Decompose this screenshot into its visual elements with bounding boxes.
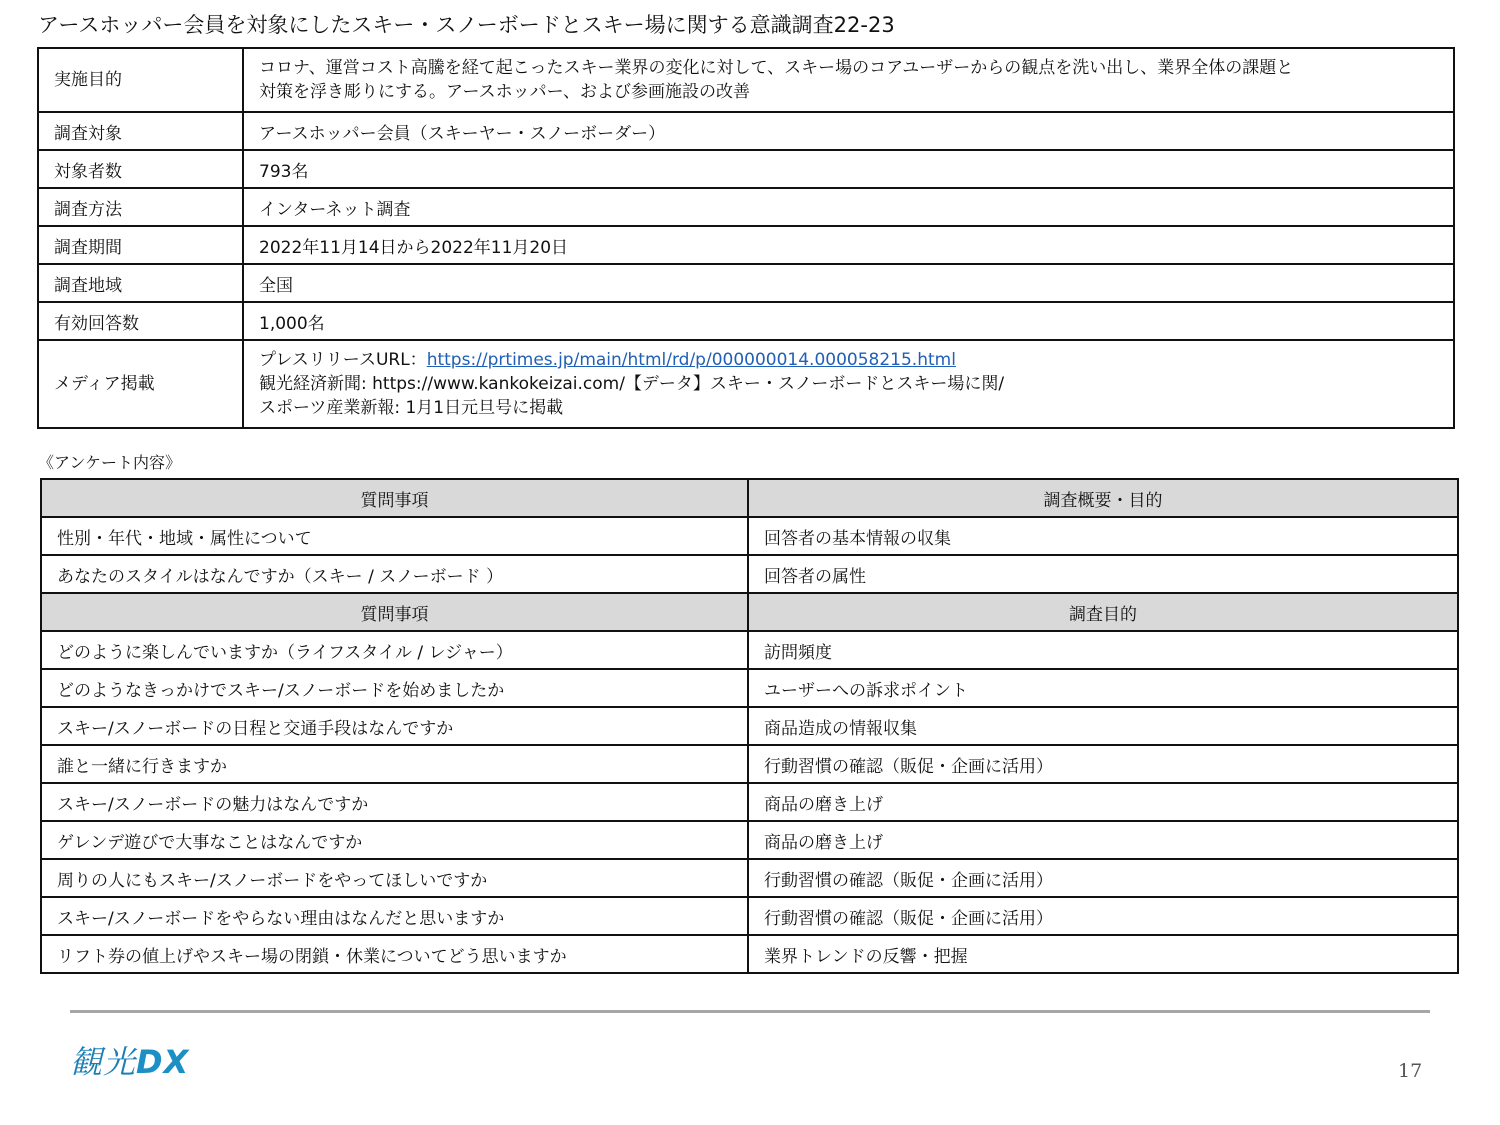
purpose-cell: 回答者の基本情報の収集 xyxy=(748,517,1458,555)
question-cell: 誰と一緒に行きますか xyxy=(41,745,748,783)
overview-value xyxy=(243,48,1454,112)
overview-value: 1,000名 xyxy=(243,302,1454,340)
overview-table xyxy=(37,47,1455,429)
overview-label: 対象者数 xyxy=(38,150,243,188)
purpose-line: コロナ、運営コスト高騰を経て起こったスキー業界の変化に対して、スキー場のコアユーザーからの観点を洗い出し、業界全体の課題と xyxy=(259,58,1294,78)
question-cell: リフト券の値上げやスキー場の閉鎖・休業についてどう思いますか xyxy=(41,935,748,973)
overview-label: メディア掲載 xyxy=(38,340,243,428)
overview-row-responses xyxy=(38,302,1454,340)
press-release-link[interactable]: https://prtimes.jp/main/html/rd/p/000000014.000058215.html xyxy=(426,350,956,370)
question-cell: ゲレンデ遊びで大事なことはなんですか xyxy=(41,821,748,859)
purpose-cell: 訪問頻度 xyxy=(748,631,1458,669)
overview-value: 793名 xyxy=(243,150,1454,188)
survey-row xyxy=(41,707,1458,745)
overview-row-media xyxy=(38,340,1454,428)
press-release-label: プレスリリースURL： xyxy=(259,350,427,370)
overview-value: アースホッパー会員（スキーヤー・スノーボーダー） xyxy=(243,112,1454,150)
survey-row xyxy=(41,517,1458,555)
page-number: 17 xyxy=(1398,1060,1423,1082)
overview-row-method xyxy=(38,188,1454,226)
logo-text xyxy=(70,1040,189,1084)
purpose-cell: 調査目的 xyxy=(748,593,1458,631)
survey-row xyxy=(41,669,1458,707)
overview-row-target xyxy=(38,112,1454,150)
overview-value: 全国 xyxy=(243,264,1454,302)
logo-kanji: 観光 xyxy=(70,1043,137,1081)
press-release-line xyxy=(259,348,1438,372)
purpose-cell: 商品の磨き上げ xyxy=(748,783,1458,821)
purpose-cell: 業界トレンドの反響・把握 xyxy=(748,935,1458,973)
overview-label: 実施目的 xyxy=(38,48,243,112)
question-cell: スキー/スノーボードの日程と交通手段はなんですか xyxy=(41,707,748,745)
survey-row xyxy=(41,821,1458,859)
question-cell: 質問事項 xyxy=(41,479,748,517)
purpose-cell: 行動習慣の確認（販促・企画に活用） xyxy=(748,745,1458,783)
overview-label: 調査対象 xyxy=(38,112,243,150)
kanko-dx-logo xyxy=(70,1040,200,1084)
page-title: アースホッパー会員を対象にしたスキー・スノーボードとスキー場に関する意識調査22-23 xyxy=(38,13,895,37)
overview-value xyxy=(243,340,1454,428)
purpose-cell: 商品の磨き上げ xyxy=(748,821,1458,859)
overview-label: 調査地域 xyxy=(38,264,243,302)
question-cell: 周りの人にもスキー/スノーボードをやってほしいですか xyxy=(41,859,748,897)
survey-row xyxy=(41,897,1458,935)
survey-row xyxy=(41,935,1458,973)
overview-value: インターネット調査 xyxy=(243,188,1454,226)
survey-row xyxy=(41,745,1458,783)
footer-divider xyxy=(70,1010,1430,1013)
question-cell: どのようなきっかけでスキー/スノーボードを始めましたか xyxy=(41,669,748,707)
purpose-cell: ユーザーへの訴求ポイント xyxy=(748,669,1458,707)
overview-label: 有効回答数 xyxy=(38,302,243,340)
purpose-cell: 商品造成の情報収集 xyxy=(748,707,1458,745)
question-cell: スキー/スノーボードの魅力はなんですか xyxy=(41,783,748,821)
overview-label: 調査方法 xyxy=(38,188,243,226)
overview-row-area xyxy=(38,264,1454,302)
survey-row xyxy=(41,783,1458,821)
media-line: スポーツ産業新報: 1月1日元旦号に掲載 xyxy=(259,398,564,418)
overview-label: 調査期間 xyxy=(38,226,243,264)
purpose-cell: 行動習慣の確認（販促・企画に活用） xyxy=(748,897,1458,935)
overview-row-count xyxy=(38,150,1454,188)
media-line: 観光経済新聞: https://www.kankokeizai.com/【データ】スキー・スノーボードとスキー場に関/ xyxy=(259,374,1005,394)
purpose-cell: 回答者の属性 xyxy=(748,555,1458,593)
survey-row xyxy=(41,859,1458,897)
purpose-line: 対策を浮き彫りにする。アースホッパー、および参画施設の改善 xyxy=(259,82,750,102)
purpose-cell: 調査概要・目的 xyxy=(748,479,1458,517)
section-label: 《アンケート内容》 xyxy=(38,453,182,472)
question-cell: 質問事項 xyxy=(41,593,748,631)
question-cell: どのように楽しんでいますか（ライフスタイル / レジャー） xyxy=(41,631,748,669)
survey-table xyxy=(40,478,1459,974)
purpose-cell: 行動習慣の確認（販促・企画に活用） xyxy=(748,859,1458,897)
question-cell: スキー/スノーボードをやらない理由はなんだと思いますか xyxy=(41,897,748,935)
question-cell: あなたのスタイルはなんですか（スキー / スノーボード ） xyxy=(41,555,748,593)
survey-row xyxy=(41,555,1458,593)
survey-header-row xyxy=(41,479,1458,517)
overview-row-purpose xyxy=(38,48,1454,112)
survey-row xyxy=(41,631,1458,669)
logo-dx: DX xyxy=(136,1043,190,1081)
survey-header-row xyxy=(41,593,1458,631)
overview-value: 2022年11月14日から2022年11月20日 xyxy=(243,226,1454,264)
overview-row-period xyxy=(38,226,1454,264)
question-cell: 性別・年代・地域・属性について xyxy=(41,517,748,555)
